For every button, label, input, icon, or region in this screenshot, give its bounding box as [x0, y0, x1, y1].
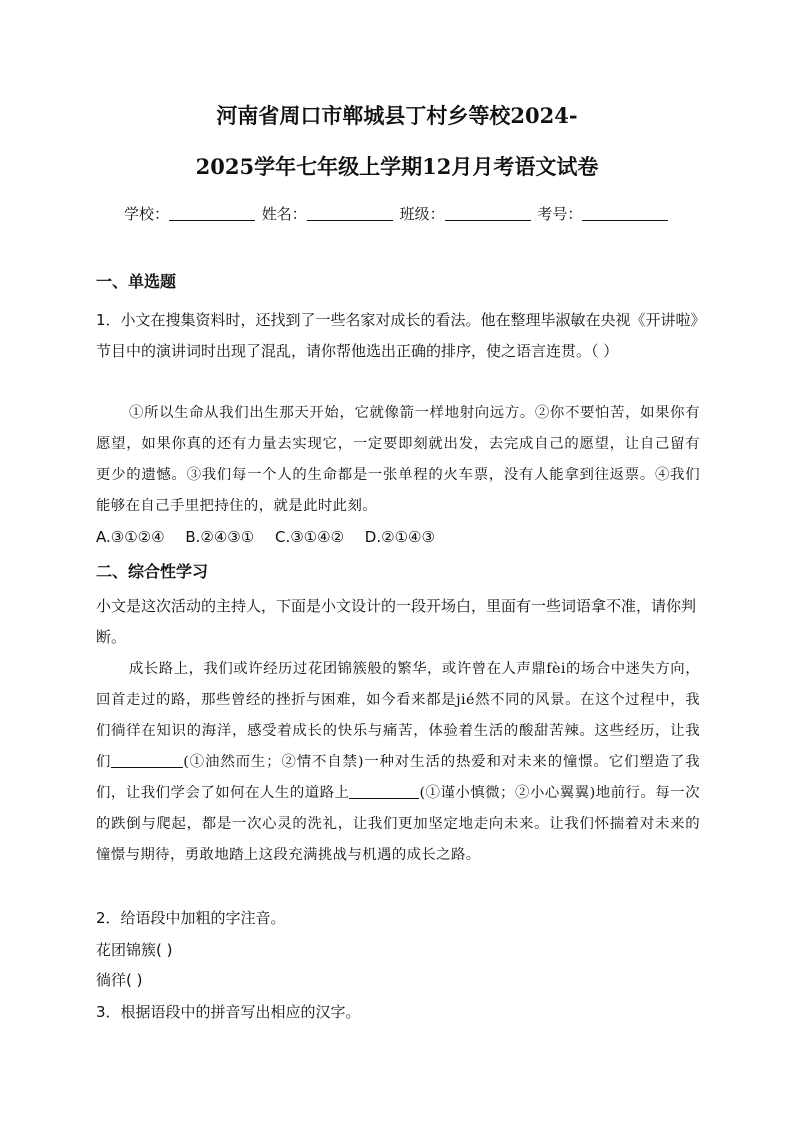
option-c: C.③①④②: [274, 528, 345, 546]
section2-intro: 小文是这次活动的主持人，下面是小文设计的一段开场白，里面有一些词语拿不准，请你判断。: [96, 597, 697, 646]
student-info-row: [124, 203, 684, 225]
name-blank: [307, 204, 393, 221]
question2-item1: 花团锦簇( ): [96, 941, 173, 959]
question2: 2．给语段中加粗的字注音。: [96, 909, 286, 927]
passage-part3: (①谨小慎微；②小心翼翼)地前行。每一次的跌倒与爬起，都是一次心灵的洗礼，让我们更加坚定地走向未来。让我们怀揣着对未来的憧憬与期待，勇敢地踏上这段充满挑战与机遇的成长之路。: [96, 785, 700, 863]
option-d: D.②①④③: [364, 528, 435, 546]
section2-passage: [96, 654, 700, 871]
question2-item2: 徜徉( ): [96, 971, 143, 989]
answer-blank-2: [349, 784, 419, 799]
passage-part1: 成长路上，我们或许经历过花团锦簇般的繁华，或许曾在人声鼎fèi的场合中迷失方向，回首走过的路，那些曾经的挫折与困难，如今看来都是jié然不同的风景。在这个过程中，我们徜徉在知识的海洋，感受着成长的快乐与痛苦，体验着生活的酸甜苦辣。这些经历，让我们: [96, 661, 700, 770]
question1-options: [96, 524, 451, 550]
name-label: 姓名：: [261, 205, 307, 223]
option-a: A.③①②④: [96, 528, 165, 546]
question1-stem: 1．小文在搜集资料时，还找到了一些名家对成长的看法。他在整理毕淑敏在央视《开讲啦》节目中的演讲词时出现了混乱，请你帮他选出正确的排序，使之语言连贯。（ ）: [96, 311, 699, 360]
exam-title-line1: 河南省周口市郸城县丁村乡等校2024-: [216, 103, 578, 128]
number-blank: [582, 204, 668, 221]
section2-heading: 二、综合性学习: [96, 562, 209, 581]
exam-title-line2: 2025学年七年级上学期12月月考语文试卷: [195, 154, 599, 179]
question3: 3．根据语段中的拼音写出相应的汉字。: [96, 1003, 361, 1021]
class-blank: [445, 204, 531, 221]
question1-passage: ①所以生命从我们出生那天开始，它就像箭一样地射向远方。②你不要怕苦，如果你有愿望，如果你真的还有力量去实现它，一定要即刻就出发，去完成自己的愿望，让自己留有更少的遗憾。③我们每一个人的生命都是一张单程的火车票，没有人能拿到往返票。④我们能够在自己手里把持住的，就是此时此刻。: [96, 405, 700, 514]
section1-heading: 一、单选题: [96, 272, 177, 291]
class-label: 班级：: [399, 205, 445, 223]
number-label: 考号：: [537, 205, 583, 223]
answer-blank-1: [111, 753, 183, 768]
option-b: B.②④③①: [185, 528, 255, 546]
school-blank: [169, 204, 255, 221]
school-label: 学校：: [124, 205, 170, 223]
passage-part2: (①油然而生；②情不自禁)一种对生活的热爱和对未来的憧憬。它们塑造了我们，让我们学会了如何在人生的道路上: [96, 754, 700, 801]
